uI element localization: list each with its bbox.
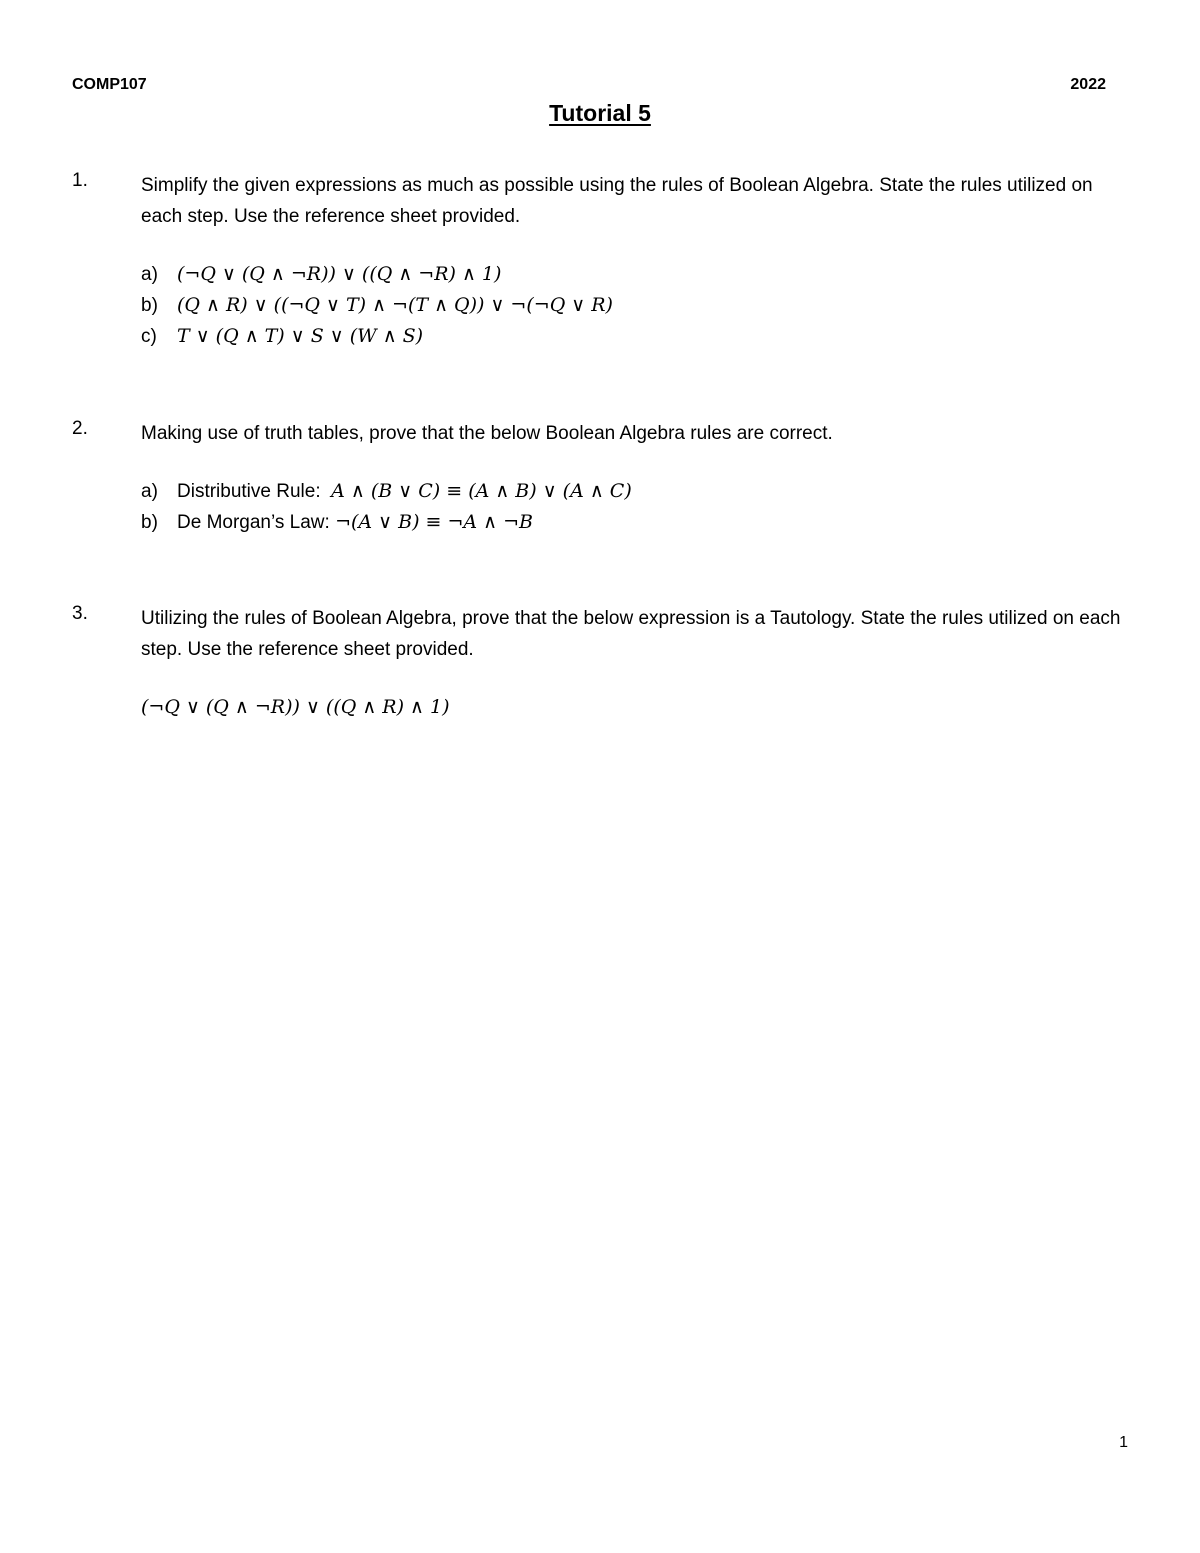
expression: (¬Q ∨ (Q ∧ ¬R)) ∨ ((Q ∧ ¬R) ∧ 1) [177, 263, 502, 285]
item-label: a) [141, 264, 158, 285]
page-number: 1 [1119, 1434, 1128, 1451]
expression: T ∨ (Q ∧ T) ∨ S ∨ (W ∧ S) [177, 325, 424, 347]
question-3-text: Utilizing the rules of Boolean Algebra, prove that the below expression is a Tautology. State the rules utilized on each step. Use the reference sheet provided. [141, 608, 1121, 660]
question-2-item-a [141, 480, 632, 503]
question-1-text: Simplify the given expressions as much as possible using the rules of Boolean Algebra. State the rules utilized on each step. Use the reference sheet provided. [141, 175, 1093, 227]
question-1-item-a [141, 263, 501, 286]
question-3-number: 3. [72, 603, 88, 624]
question-1-item-b [141, 294, 613, 317]
expression: A ∧ (B ∨ C) ≡ (A ∧ B) ∨ (A ∧ C) [331, 480, 632, 502]
page-title: Tutorial 5 [549, 100, 651, 126]
question-2-number: 2. [72, 418, 88, 439]
item-label: c) [141, 326, 157, 347]
expression: ¬(A ∨ B) ≡ ¬A ∧ ¬B [335, 511, 533, 533]
course-code: COMP107 [72, 76, 147, 93]
rule-name: De Morgan’s Law: [177, 512, 330, 533]
item-label: b) [141, 512, 158, 533]
item-label: b) [141, 295, 158, 316]
rule-name: Distributive Rule: [177, 481, 321, 502]
expression: (Q ∧ R) ∨ ((¬Q ∨ T) ∧ ¬(T ∧ Q)) ∨ ¬(¬Q ∨ R) [177, 294, 613, 316]
question-1-item-c [141, 325, 423, 348]
question-3-expression-line [141, 696, 450, 719]
question-2-item-b [141, 511, 533, 534]
question-2-text: Making use of truth tables, prove that the below Boolean Algebra rules are correct. [141, 423, 833, 444]
question-1-number: 1. [72, 170, 88, 191]
year: 2022 [1070, 76, 1106, 93]
item-label: a) [141, 481, 158, 502]
expression: (¬Q ∨ (Q ∧ ¬R)) ∨ ((Q ∧ R) ∧ 1) [141, 696, 450, 718]
